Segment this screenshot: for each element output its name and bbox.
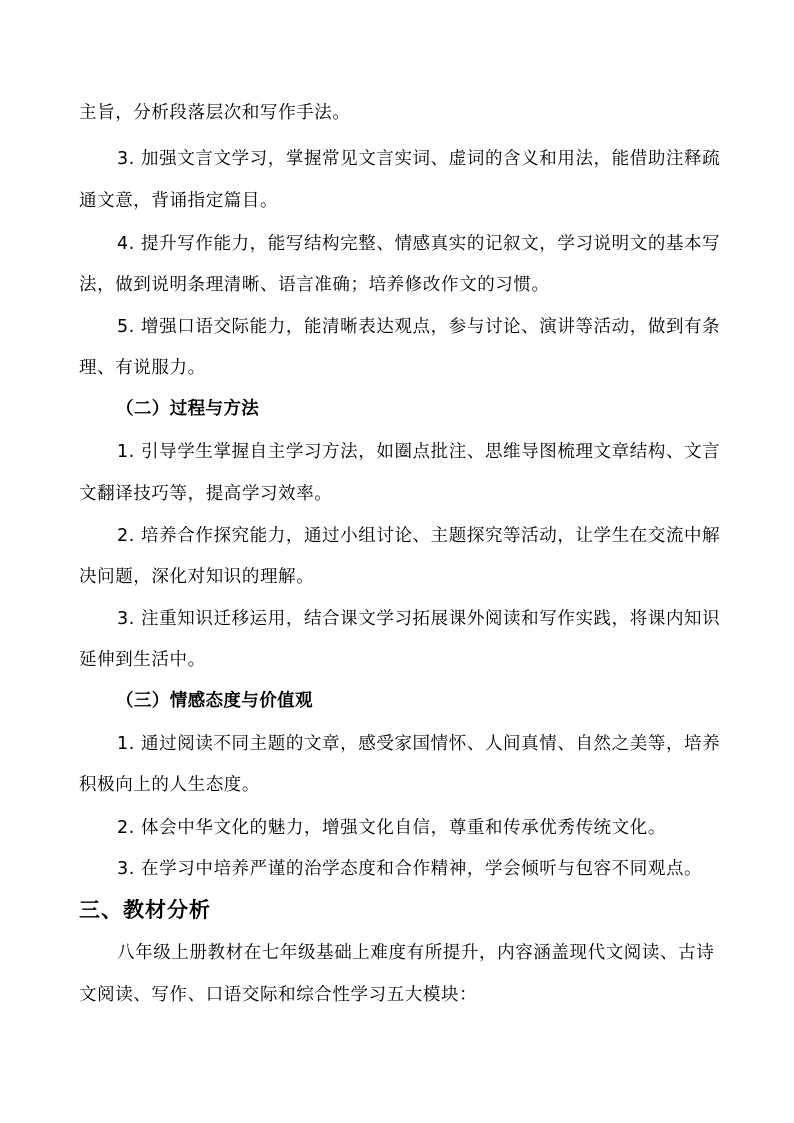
paragraph-line: 主旨，分析段落层次和写作手法。 <box>79 103 351 123</box>
emotion-item-3: 3. 在学习中培养严谨的治学态度和合作精神，学会倾听与包容不同观点。 <box>117 859 703 879</box>
process-item-2-line-2: 决问题，深化对知识的理解。 <box>79 567 315 587</box>
process-item-1-line-2: 文翻译技巧等，提高学习效率。 <box>79 484 333 504</box>
analysis-paragraph-line-1: 八年级上册教材在七年级基础上难度有所提升，内容涵盖现代文阅读、古诗 <box>117 943 715 963</box>
objective-item-4-line-1: 4. 提升写作能力，能写结构完整、情感真实的记叙文，学习说明文的基本写 <box>117 234 721 254</box>
objective-item-5-line-1: 5. 增强口语交际能力，能清晰表达观点，参与讨论、演讲等活动，做到有条 <box>117 317 721 337</box>
process-item-2-line-1: 2. 培养合作探究能力，通过小组讨论、主题探究等活动，让学生在交流中解 <box>117 526 721 546</box>
section-heading-textbook-analysis: 三、教材分析 <box>79 898 211 922</box>
emotion-item-2: 2. 体会中华文化的魅力，增强文化自信，尊重和传承优秀传统文化。 <box>117 818 666 838</box>
objective-item-5-line-2: 理、有说服力。 <box>79 358 206 378</box>
analysis-paragraph-line-2: 文阅读、写作、口语交际和综合性学习五大模块： <box>79 985 478 1005</box>
subheading-process-method: （二）过程与方法 <box>116 399 260 419</box>
objective-item-3-line-2: 通文意，背诵指定篇目。 <box>79 191 279 211</box>
emotion-item-1-line-2: 积极向上的人生态度。 <box>79 775 260 795</box>
objective-item-4-line-2: 法，做到说明条理清晰、语言准确；培养修改作文的习惯。 <box>79 275 550 295</box>
subheading-emotion-values: （三）情感态度与价值观 <box>116 691 313 711</box>
process-item-3-line-1: 3. 注重知识迁移运用，结合课文学习拓展课外阅读和写作实践，将课内知识 <box>117 609 721 629</box>
process-item-3-line-2: 延伸到生活中。 <box>79 650 206 670</box>
objective-item-3-line-1: 3. 加强文言文学习，掌握常见文言实词、虚词的含义和用法，能借助注释疏 <box>117 149 721 169</box>
emotion-item-1-line-1: 1. 通过阅读不同主题的文章，感受家国情怀、人间真情、自然之美等，培养 <box>117 734 721 754</box>
process-item-1-line-1: 1. 引导学生掌握自主学习方法，如圈点批注、思维导图梳理文章结构、文言 <box>117 442 721 462</box>
